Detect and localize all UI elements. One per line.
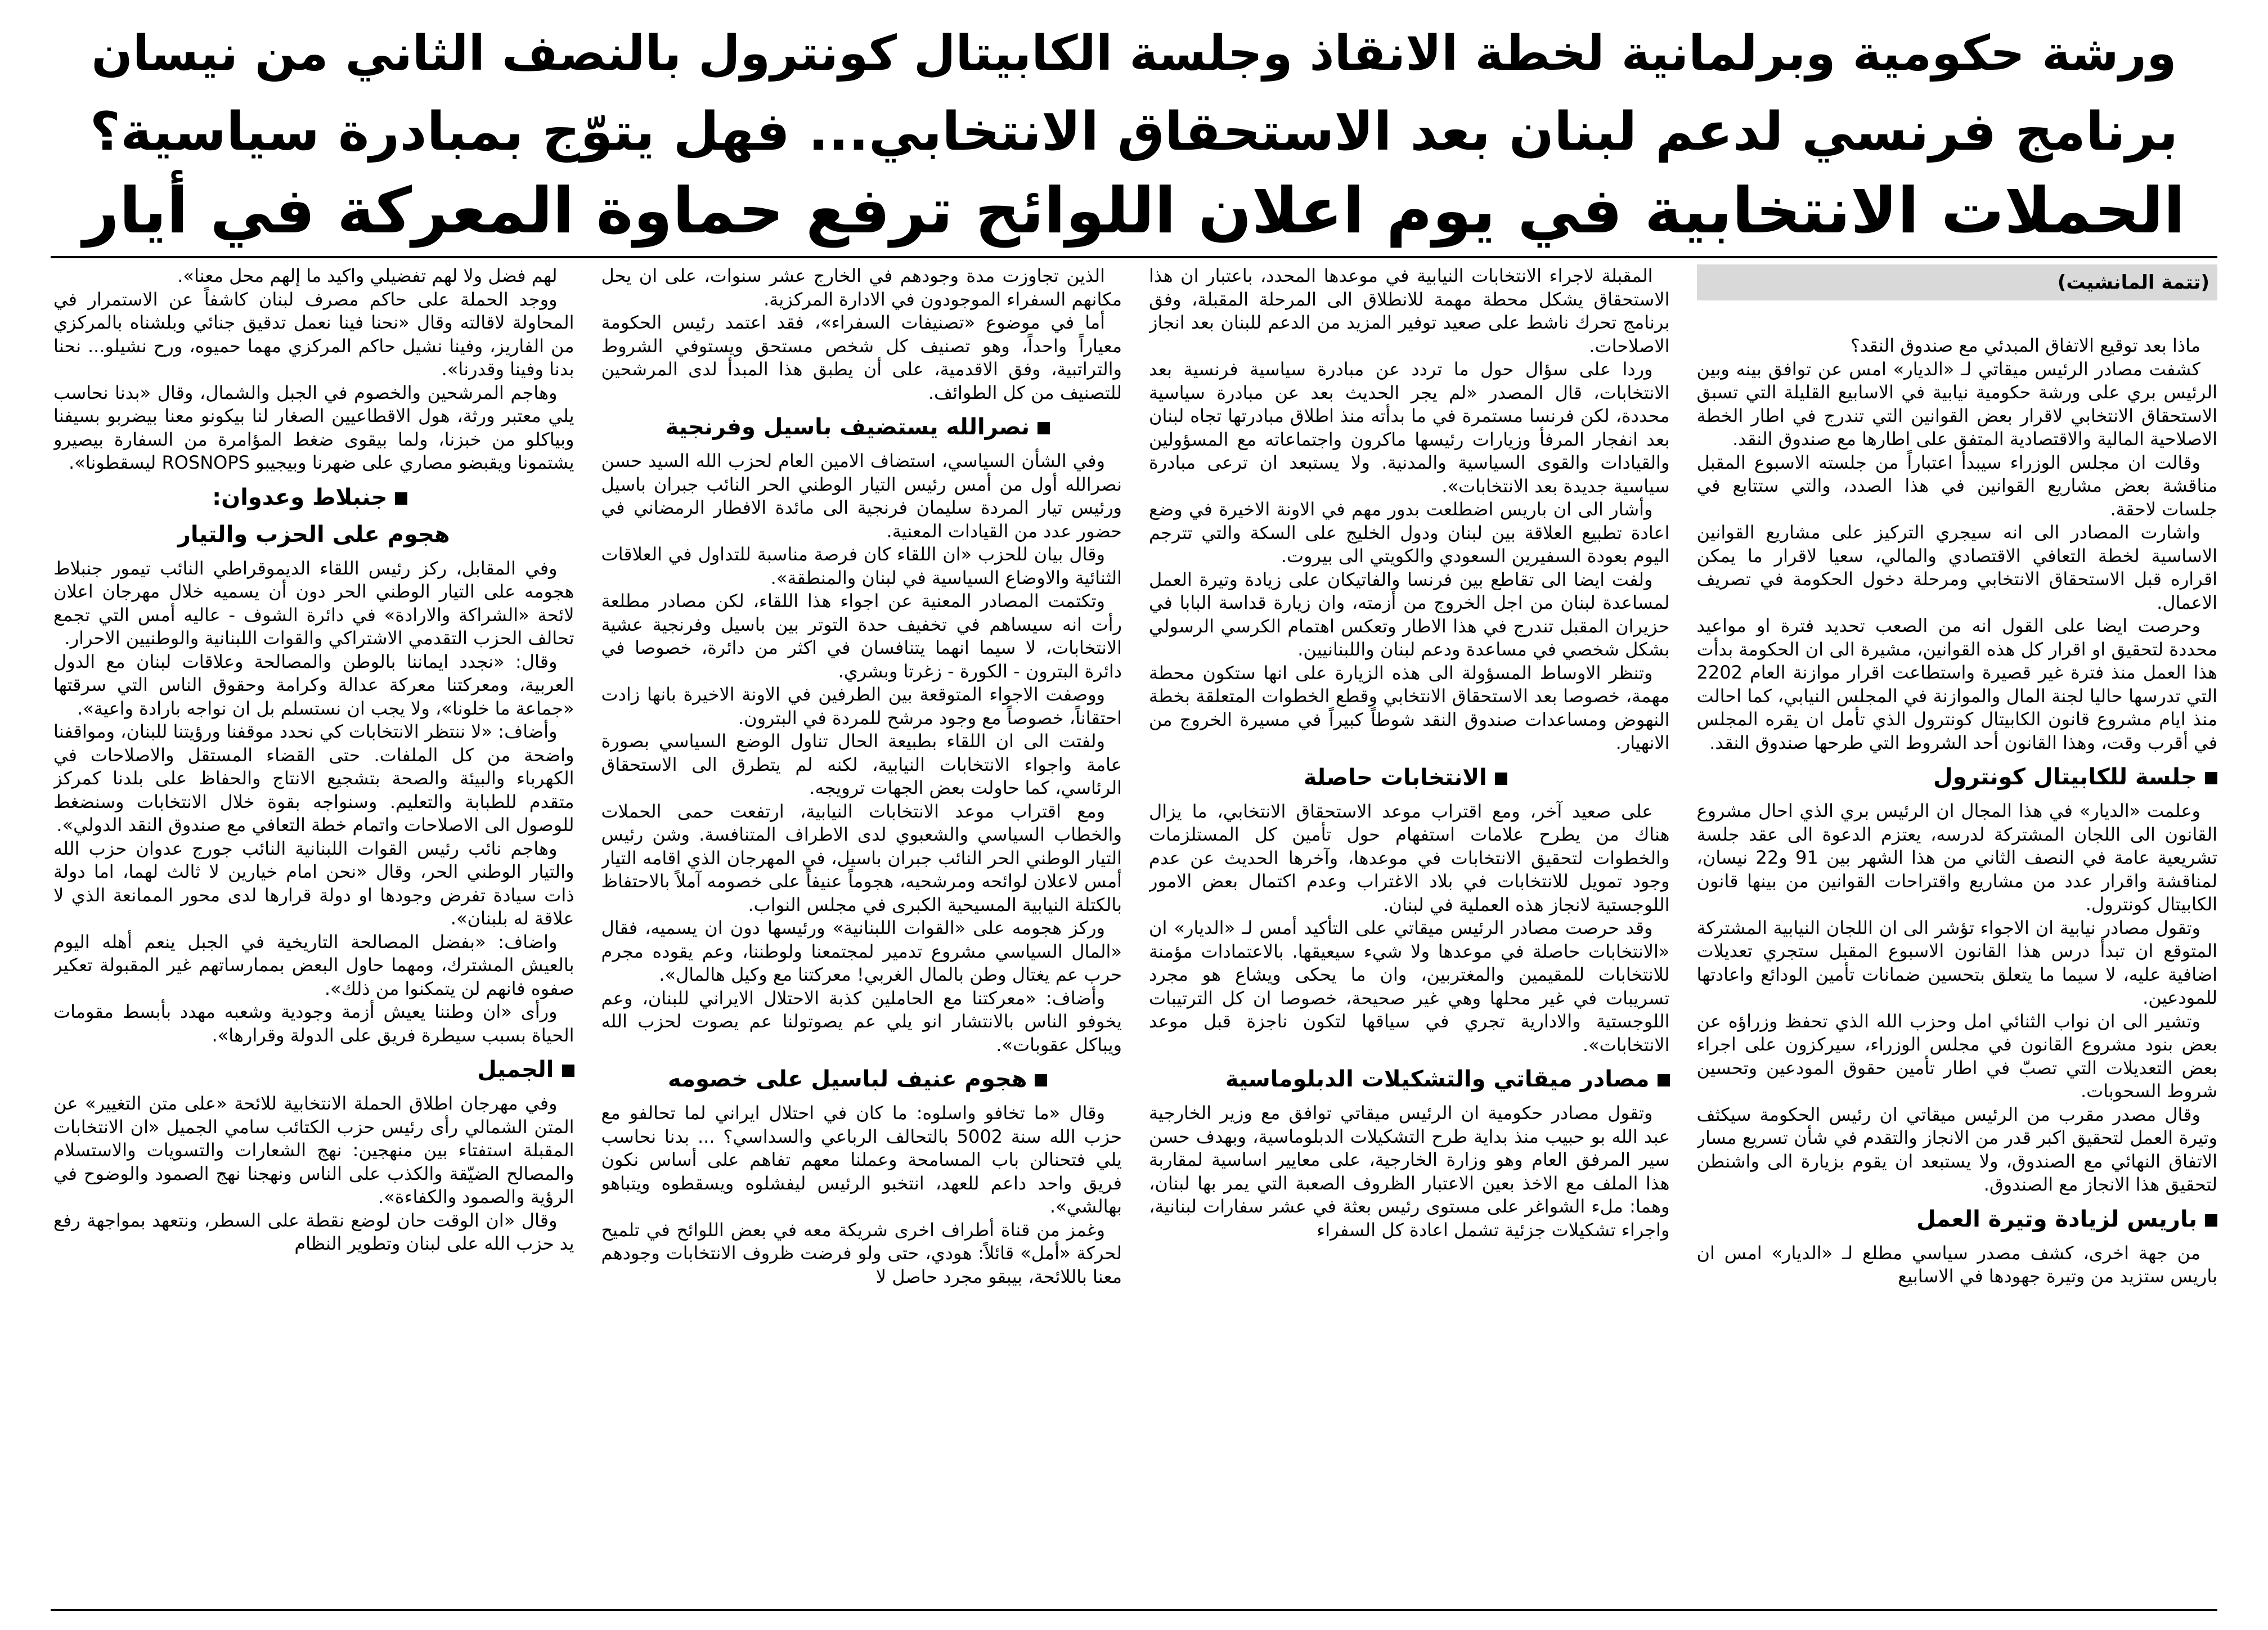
article-paragraph: وقال: «نجدد ايماننا بالوطن والمصالحة وعلاقات لبنان مع الدول العربية، ومعركتنا معركة عدالة وكرامة وحقوق الناس التي سرقتها «جماعة ما خلونا»، ولا يجب ان نستسلم بل ان نواجه بارادة واعية».: [53, 650, 574, 719]
article-paragraph: وغمز من قناة أطراف اخرى شريكة معه في بعض اللوائح في تلميح لحركة «أمل» قائلاً: هودي، حتى ولو فرضت ظروف الانتخابات وجودهم معنا باللائحة، بيبقو مجرد حاصل لا: [601, 1219, 1122, 1287]
article-column-2: [1149, 264, 1670, 1604]
section-subheading: [1697, 1205, 2218, 1234]
article-paragraph: وفي مهرجان اطلاق الحملة الانتخابية للائحة «على متن التغيير» عن المتن الشمالي رأى رئيس حزب الكتائب سامي الجميل «ان الانتخابات المقبلة استفتاء بين منهجين: نهج الشعارات والتسويات والاستسلام والمصالح الضيّقة والكذب على الناس ونهجنا نهج الصمود والوضوح في الرؤية والصمود والكفاءة».: [53, 1093, 574, 1207]
article-column-4: [53, 264, 574, 1604]
square-bullet-icon: [562, 1065, 574, 1077]
article-paragraph: ومع اقتراب موعد الانتخابات النيابية، ارتفعت حمى الحملات والخطاب السياسي والشعبوي لدى الاطراف المتنافسة. وشن رئيس التيار الوطني الحر النائب جبران باسيل، في المهرجان الذي اقامه التيار أمس لاعلان لوائحه ومرشحيه، هجوماً عنيفاً على خصومه آملاً بالاحتفاظ بالكتلة النيابية المسيحية الكبرى في مجلس النواب.: [601, 800, 1122, 915]
article-paragraph: وحرصت ايضا على القول انه من الصعب تحديد فترة او مواعيد محددة لتحقيق او اقرار كل هذه القوانين، مشيرة الى ان الحكومة بدأت هذا العمل منذ فترة غير قصيرة واستطاعت اقرار موازنة العام 2202 التي تدرسها حاليا لجنة المال والموازنة في المجلس النيابي، كما احالت منذ ايام مشروع قانون الكابيتال كونترول الذي تأمل ان يقره المجلس في أقرب وقت، وهذا القانون أحد الشروط التي طرحها صندوق النقد.: [1696, 615, 2217, 753]
article-paragraph: وأضاف: «معركتنا مع الحاملين كذبة الاحتلال الايراني للبنان، وعم يخوفو الناس بالانتشار انو يلي عم يصوتولنا عم يصوت لحزب الله ويباكل عقوبات».: [601, 987, 1122, 1056]
article-paragraph: لهم فضل ولا لهم تفضيلي واكيد ما إلهم محل معنا».: [177, 265, 558, 286]
article-paragraph: ولفت ايضا الى تقاطع بين فرنسا والفاتيكان على زيادة وتيرة العمل لمساعدة لبنان من اجل الخروج من أزمته، وان زيارة قداسة البابا في حزيران المقبل تندرج في هذا الاطار وتعكس اهتمام الكرسي الرسولي بشكل شخصي في مساعدة ودعم لبنان واللبنانيين.: [1149, 568, 1670, 660]
subheading-text: نصرالله يستضيف باسيل وفرنجية: [665, 414, 1030, 440]
article-paragraph: واشارت المصادر الى انه سيجري التركيز على مشاريع القوانين الاساسية لخطة التعافي الاقتصادي والمالي، سعيا لاقرار ما يمكن اقراره قبل الاستحقاق الانتخابي ومرحلة دخول الحكومة في تصريف الاعمال.: [1696, 522, 2217, 613]
article-paragraph: وقال مصدر مقرب من الرئيس ميقاتي ان رئيس الحكومة سيكثف وتيرة العمل لتحقيق اكبر قدر من الانجاز والتقدم في شأن تسريع مسار الاتفاق النهائي مع الصندوق، ولا يستبعد ان يقوم بزيارة الى واشنطن لتحقيق هذا الانجاز مع الصندوق.: [1696, 1103, 2217, 1195]
continuation-label: (تتمة المانشيت): [1697, 264, 2218, 300]
article-paragraph: ووجد الحملة على حاكم مصرف لبنان كاشفاً عن الاستمرار في المحاولة لاقالته وقال «نحنا فينا نعمل تدقيق جنائي وبلشناه بالمركزي من الفاريز، وفينا نشيل حاكم المركزي مهما حميوه، ورح نشيلو... نحنا بدنا وفينا وقدرنا».: [53, 288, 574, 380]
section-subheading: [53, 520, 574, 549]
subheading-text: جلسة للكابيتال كونترول: [1933, 764, 2197, 790]
article-paragraph: وأشار الى ان باريس اضطلعت بدور مهم في الاونة الاخيرة في وضع اعادة تطبيع العلاقة بين لبنان ودول الخليج على السكة والتي تترجم اليوم بعودة السفيرين السعودي والكويتي الى بيروت.: [1149, 499, 1670, 567]
subheading-text: هجوم على الحزب والتيار: [177, 521, 450, 547]
article-paragraph: كشفت مصادر الرئيس ميقاتي لـ «الديار» امس عن توافق بينه وبين الرئيس بري على ورشة حكومية نيابية في الاسابيع القليلة التي تسبق الاستحقاق الانتخابي لاقرار بعض القوانين التي تندرج في اطار الخطة الاصلاحية المالية والاقتصادية المتفق على اطارها مع صندوق النقد.: [1696, 358, 2217, 450]
square-bullet-icon: [1658, 1074, 1670, 1086]
article-paragraph: المقبلة لاجراء الانتخابات النيابية في موعدها المحدد، باعتبار ان هذا الاستحقاق يشكل محطة مهمة للانطلاق الى المرحلة المقبلة، وفق برنامج تحرك ناشط على صعيد توفير المزيد من الدعم للبنان بعد انجاز الاصلاحات.: [1149, 265, 1670, 357]
article-paragraph: وتشير الى ان نواب الثنائي امل وحزب الله الذي تحفظ وزراؤه عن بعض بنود مشروع القانون في مجلس الوزراء، سيركزون على اجراء بعض التعديلات التي تصبّ في اطار تأمين حقوق المودعين وتحسين شروط السحوبات.: [1696, 1010, 2217, 1102]
subheading-text: الجميل: [477, 1057, 554, 1083]
section-subheading: [1697, 762, 2218, 792]
article-paragraph: ماذا بعد توقيع الاتفاق المبدئي مع صندوق النقد؟: [1850, 335, 2200, 356]
article-paragraph: ورأى «ان وطننا يعيش أزمة وجودية وشعبه مهدد بأبسط مقومات الحياة بسبب سيطرة فريق على الدولة وقرارها».: [53, 1001, 574, 1046]
article-paragraph: ولفتت الى ان اللقاء بطبيعة الحال تناول الوضع السياسي بصورة عامة واجواء الانتخابات النيابية، لكنه لم يتطرق الى الاستحقاق الرئاسي، كما حاولت بعض الجهات ترويجه.: [601, 730, 1122, 798]
article-paragraph: وتنظر الاوساط المسؤولة الى هذه الزيارة على انها ستكون محطة مهمة، خصوصا بعد الاستحقاق الانتخابي وقطع الخطوات المتعلقة بخطة النهوض ومساعدات صندوق النقد شوطاً كبيراً في مسيرة الخروج من الانهيار.: [1149, 662, 1670, 753]
section-subheading: [1149, 1065, 1670, 1094]
square-bullet-icon: [2205, 772, 2217, 784]
subheading-text: مصادر ميقاتي والتشكيلات الدبلوماسية: [1225, 1066, 1650, 1092]
article-paragraph: وفي المقابل، ركز رئيس اللقاء الديموقراطي النائب تيمور جنبلاط هجومه على التيار الوطني الحر دون أن يسميه خلال مهرجان اعلان لائحة «الشراكة والارادة» في دائرة الشوف - عاليه أمس التي تجمع تحالف الحزب التقدمي الاشتراكي والقوات اللبنانية والوطنيين الاحرار.: [53, 557, 574, 649]
square-bullet-icon: [1495, 773, 1507, 785]
subheading-text: باريس لزيادة وتيرة العمل: [1916, 1206, 2197, 1232]
square-bullet-icon: [395, 492, 407, 505]
subheading-text: الانتخابات حاصلة: [1303, 764, 1487, 791]
article-paragraph: على صعيد آخر، ومع اقتراب موعد الاستحقاق الانتخابي، ما يزال هناك من يطرح علامات استفهام حول تأمين كل المستلزمات والخطوات لتحقيق الانتخابات في موعدها، وآخرها الحديث عن عدم وجود تمويل للانتخابات في بلاد الاغتراب وعدم اكتمال بعض الامور اللوجستية لانجاز هذه العملية في لبنان.: [1149, 800, 1670, 915]
headline-line-3: الحملات الانتخابية في يوم اعلان اللوائح ترفع حماوة المعركة في أيار: [83, 174, 2185, 248]
article-paragraph: أما في موضوع «تصنيفات السفراء»، فقد اعتمد رئيس الحكومة معياراً واحداً، وهو تصنيف كل شخص مستحق ويستوفي الشروط والتراتبية، وفق الاقدمية، على أن يطبق هذا المبدأ لدى المرشحين للتصنيف من كل الطوائف.: [601, 312, 1122, 403]
article-paragraph: وقالت ان مجلس الوزراء سيبدأ اعتباراً من جلسته الاسبوع المقبل مناقشة بعض مشاريع القوانين في هذا الصدد، والتي ستتابع في جلسات لاحقة.: [1696, 451, 2217, 520]
article-paragraph: وفي الشأن السياسي، استضاف الامين العام لحزب الله السيد حسن نصرالله أول من أمس رئيس التيار الوطني الحر النائب جبران باسيل ورئيس تيار المردة سليمان فرنجية الى مائدة الافطار الرمضاني في حضور عدد من القيادات المعنية.: [601, 450, 1122, 542]
article-paragraph: وعلمت «الديار» في هذا المجال ان الرئيس بري الذي احال مشروع القانون الى اللجان المشتركة لدرسه، يعتزم الدعوة الى عقد جلسة تشريعية عامة في النصف الثاني من هذا الشهر بين 91 و22 نيسان، لمناقشة واقرار عدد من مشاريع واقتراحات القوانين من بينها قانون الكابيتال كونترول.: [1696, 800, 2217, 915]
article-column-3: [601, 264, 1122, 1604]
article-paragraph: وردا على سؤال حول ما تردد عن مبادرة سياسية فرنسية بعد الانتخابات، قال المصدر «لم يجر الحديث بعد عن مبادرة سياسية محددة، لكن فرنسا مستمرة في ما بدأته منذ اطلاق مبادرتها تجاه لبنان بعد انفجار المرفأ وزيارات رئيسها ماكرون واجتماعاته مع المسؤولين والقيادات والقوى السياسية والمدنية. ولا يستبعد ان ترعى مبادرة سياسية جديدة بعد الانتخابات».: [1149, 358, 1670, 497]
article-paragraph: واضاف: «بفضل المصالحة التاريخية في الجبل ينعم أهله اليوم بالعيش المشترك، ومهما حاول البعض بممارساتهم غير المقبولة تعكير صفوه فانهم لن يتمكنوا من ذلك».: [53, 931, 574, 999]
headline-line-1: ورشة حكومية وبرلمانية لخطة الانقاذ وجلسة الكابيتال كونترول بالنصف الثاني من نيسان: [91, 25, 2177, 82]
article-paragraph: من جهة اخرى، كشف مصدر سياسي مطلع لـ «الديار» امس ان باريس ستزيد من وتيرة جهودها في الاسابيع: [1696, 1242, 2217, 1287]
article-paragraph: وقد حرصت مصادر الرئيس ميقاتي على التأكيد أمس لـ «الديار» ان «الانتخابات حاصلة في موعدها ولا شيء سيعيقها. بالاعتمادات مؤمنة للانتخابات للمقيمين والمغتربين، وان ما يحكى ويشاع هو مجرد تسريبات في غير محلها وهي غير صحيحة، خصوصا ان كل الترتيبات اللوجستية والادارية تجري في سياقها لتكون ناجزة قبل موعد الانتخابات».: [1149, 917, 1670, 1056]
bottom-divider: [51, 1609, 2217, 1611]
top-divider: [51, 256, 2217, 258]
section-subheading: [601, 1065, 1122, 1094]
subheading-text: جنبلاط وعدوان:: [212, 484, 388, 510]
square-bullet-icon: [2205, 1214, 2217, 1227]
article-column-1: [1697, 264, 2218, 1604]
subheading-text: هجوم عنيف لباسيل على خصومه: [668, 1066, 1027, 1092]
article-paragraph: وتكتمت المصادر المعنية عن اجواء هذا اللقاء، لكن مصادر مطلعة رأت انه سيساهم في تخفيف حدة التوتر بين باسيل وفرنجية عشية الانتخابات، لا سيما انهما يتنافسان في اكثر من دائرة، خصوصا في دائرة البترون - الكورة - زغرتا وبشري.: [601, 590, 1122, 682]
section-subheading: [601, 412, 1122, 442]
article-paragraph: وقال بيان للحزب «ان اللقاء كان فرصة مناسبة للتداول في العلاقات الثنائية والاوضاع السياسية في لبنان والمنطقة».: [601, 544, 1122, 589]
article-paragraph: وهاجم نائب رئيس القوات اللبنانية النائب جورج عدوان حزب الله والتيار الوطني الحر، وقال «نحن امام خيارين لا ثالث لهما، اما دولة ذات سيادة تفرض وجودها او دولة قرارها لدى محور الممانعة الذي لا علاقة له بلبنان».: [53, 837, 574, 929]
article-paragraph: وأضاف: «لا ننتظر الانتخابات كي نحدد موقفنا ورؤيتنا للبنان، ومواقفنا واضحة من كل الملفات. حتى القضاء المستقل والاصلاحات في الكهرباء والبيئة والصحة بتشجيع الانتاج والحفاظ على بلدنا كمركز متقدم للطبابة والتعليم. وسنواجه بقوة خلال الانتخابات وسنضغط للوصول الى الاصلاحات واتمام خطة التعافي مع صندوق النقد الدولي».: [53, 721, 574, 836]
article-paragraph: وهاجم المرشحين والخصوم في الجبل والشمال، وقال «بدنا نحاسب يلي معتبر ورثة، هول الاقطاعيين الصغار لنا بيكونو معنا بيضربو بسيفنا وبياكلو من خبزنا، ولما بيقوى ضغط المؤامرة من السفارة بيصيرو يشتمونا ويقبضو مصاري على ضهرنا وبيجيبو ROSNOPS ليسقطونا».: [53, 381, 574, 473]
section-subheading: [1149, 763, 1670, 792]
headline-line-2: برنامج فرنسي لدعم لبنان بعد الاستحقاق الانتخابي... فهل يتوّج بمبادرة سياسية؟: [89, 101, 2179, 163]
article-paragraph: وتقول مصادر حكومية ان الرئيس ميقاتي توافق مع وزير الخارجية عبد الله بو حبيب منذ بداية طرح التشكيلات الدبلوماسية، وبهدف حسن سير المرفق العام وهو وزارة الخارجية، على معايير اساسية لمقاربة هذا الملف مع الاخذ بعين الاعتبار الظروف الصعبة التي يمر بها لبنان، وهما: ملء الشواغر على مستوى رئيس بعثة في عشر سفارات لبنانية، واجراء تشكيلات جزئية تشمل اعادة كل السفراء: [1149, 1102, 1670, 1241]
article-paragraph: وتقول مصادر نيابية ان الاجواء تؤشر الى ان اللجان النيابية المشتركة المتوقع ان تبدأ درس هذا القانون الاسبوع المقبل ستجري تعديلات اضافية عليه، لا سيما ما يتعلق بتحسين ضمانات تأمين الودائع واعادتها للمودعين.: [1696, 917, 2217, 1008]
article-paragraph: وقال «ان الوقت حان لوضع نقطة على السطر، ونتعهد بمواجهة رفع يد حزب الله على لبنان وتطوير النظام: [53, 1209, 574, 1254]
article-paragraph: وركز هجومه على «القوات اللبنانية» ورئيسها دون ان يسميه، فقال «المال السياسي مشروع تدمير لمجتمعنا ولوطننا، وعم يقوده مجرم حرب عم يغتال وطن بالمال الغربي! معركتنا مع وكيل هالمال».: [601, 917, 1122, 985]
section-subheading: [53, 1055, 574, 1084]
article-paragraph: ووصفت الاجواء المتوقعة بين الطرفين في الاونة الاخيرة بانها زادت احتقاناً، خصوصاً مع وجود مرشح للمردة في البترون.: [601, 684, 1122, 729]
article-columns: [53, 264, 2217, 1604]
article-paragraph: الذين تجاوزت مدة وجودهم في الخارج عشر سنوات، على ان يحل مكانهم السفراء الموجودون في الادارة المركزية.: [601, 265, 1122, 310]
square-bullet-icon: [1038, 422, 1050, 434]
square-bullet-icon: [1035, 1074, 1047, 1086]
article-paragraph: وقال «ما تخافو واسلوه: ما كان في احتلال ايراني لما تحالفو مع حزب الله سنة 5002 بالتحالف الرباعي والسداسي؟ ... بدنا نحاسب يلي فتحنالن باب المسامحة وعملنا معهم تفاهم على أساس نكون فريق واحد داعم للعهد، انتخبو الرئيس ليفشلوه ويسقطوه ويتباهو بهالشي».: [601, 1102, 1122, 1217]
section-subheading: [53, 483, 574, 512]
